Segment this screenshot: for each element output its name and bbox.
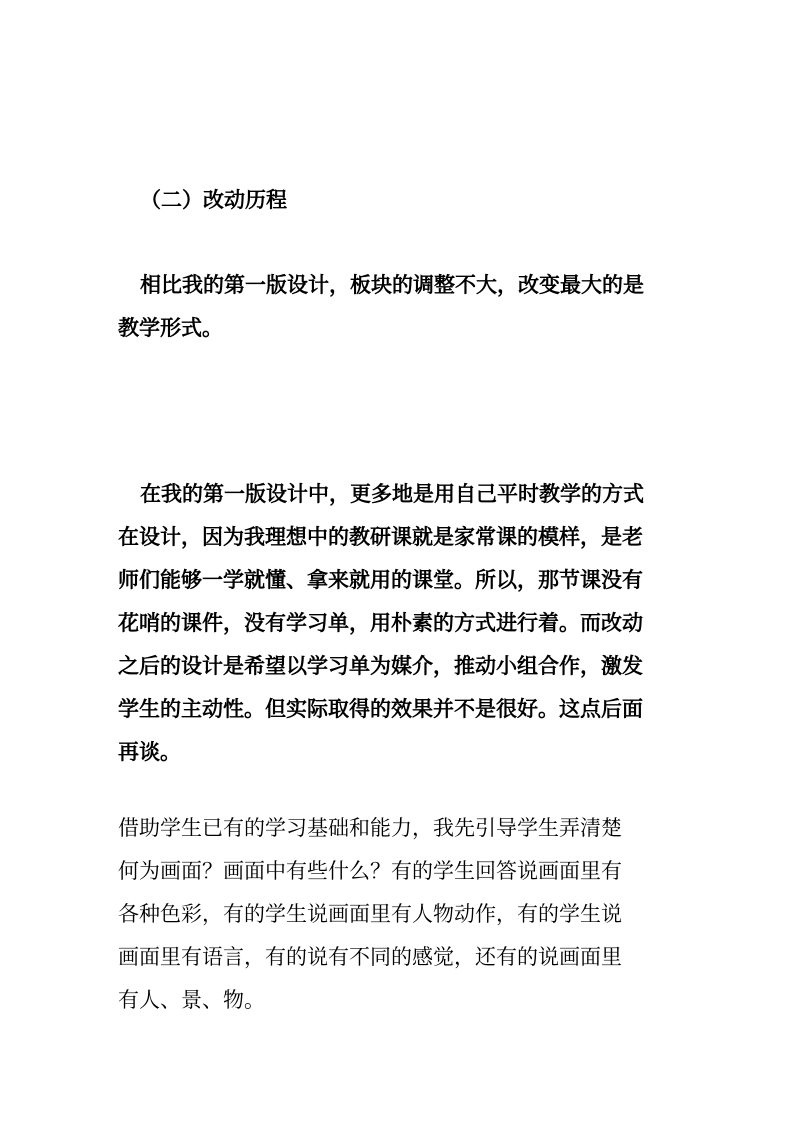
paragraph-line: 在设计，因为我理想中的教研课就是家常课的模样，是老 — [118, 525, 643, 549]
paragraph-line: 各种色彩，有的学生说画面里有人物动作，有的学生说 — [118, 902, 622, 926]
paragraph-line: 相比我的第一版设计，板块的调整不大，改变最大的是 — [140, 273, 644, 297]
paragraph-line: 借助学生已有的学习基础和能力，我先引导学生弄清楚 — [118, 816, 622, 840]
paragraph-line: 再谈。 — [118, 740, 181, 764]
paragraph-line: 学生的主动性。但实际取得的效果并不是很好。这点后面 — [118, 697, 643, 721]
paragraph-line: 有人、景、物。 — [118, 988, 265, 1012]
paragraph-line: 画面里有语言，有的说有不同的感觉，还有的说画面里 — [118, 945, 622, 969]
paragraph-line: 教学形式。 — [118, 316, 223, 340]
paragraph-line: 在我的第一版设计中，更多地是用自己平时教学的方式 — [140, 482, 644, 506]
paragraph-line: 何为画面？画面中有些什么？有的学生回答说画面里有 — [118, 859, 622, 883]
paragraph-line: 师们能够一学就懂、拿来就用的课堂。所以，那节课没有 — [118, 568, 643, 592]
paragraph-line: 之后的设计是希望以学习单为媒介，推动小组合作，激发 — [118, 654, 643, 678]
section-heading: （二）改动历程 — [140, 188, 287, 212]
paragraph-line: 花哨的课件，没有学习单，用朴素的方式进行着。而改动 — [118, 611, 643, 635]
